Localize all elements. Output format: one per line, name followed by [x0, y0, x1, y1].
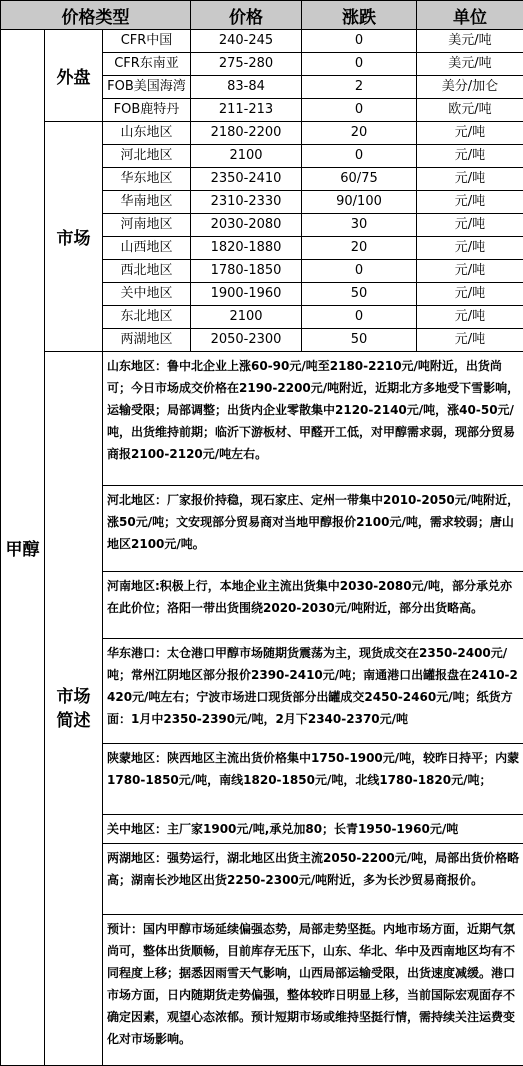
note-row [1, 352, 523, 486]
row-name: 华东地区 [103, 168, 191, 191]
group-summary-label: 市场简述 [56, 685, 92, 733]
row-change: 60/75 [302, 168, 417, 191]
row-change: 2 [302, 76, 417, 99]
row-name: 河北地区 [103, 145, 191, 168]
row-name: 东北地区 [103, 306, 191, 329]
row-unit: 元/吨 [417, 191, 523, 214]
note-lianghu: 两湖地区：强势运行，湖北地区出货主流2050-2200元/吨，局部出货价格略高；湖南长沙地区出货2250-2300元/吨附近，多为长沙贸易商报价。 [103, 844, 523, 915]
row-unit: 元/吨 [417, 237, 523, 260]
note-forecast: 预计：国内甲醇市场延续偏强态势，局部走势坚挺。内地市场方面，近期气氛尚可，整体出货顺畅，目前库存无压下，山东、华北、华中及西南地区均有不同程度上移；据悉因雨雪天气影响，山西局部运输受限，出货速度减缓。港口市场方面，日内随期货走势偏强，整体较昨日明显上移，当前国际宏观面存不确定因素，观望心态浓郁。预计短期市场或维持坚挺行情，需持续关注运费变化对市场影响。 [103, 915, 523, 1066]
row-name: FOB美国海湾 [103, 76, 191, 99]
row-unit: 元/吨 [417, 214, 523, 237]
product-name: 甲醇 [1, 30, 45, 1066]
row-unit: 元/吨 [417, 122, 523, 145]
row-price: 2100 [191, 306, 302, 329]
row-price: 1780-1850 [191, 260, 302, 283]
table-row [1, 30, 523, 53]
row-unit: 元/吨 [417, 283, 523, 306]
note-shaanmeng: 陕蒙地区：陕西地区主流出货价格集中1750-1900元/吨，较昨日持平；内蒙1780-1850元/吨，南线1820-1850元/吨，北线1780-1820元/吨； [103, 744, 523, 815]
note-hebei: 河北地区：厂家报价持稳，现石家庄、定州一带集中2010-2050元/吨附近，涨50元/吨；文安现部分贸易商对当地甲醇报价2100元/吨，需求较弱；唐山地区2100元/吨。 [103, 486, 523, 572]
row-change: 20 [302, 237, 417, 260]
row-unit: 美元/吨 [417, 53, 523, 76]
row-name: FOB鹿特丹 [103, 99, 191, 122]
row-price: 240-245 [191, 30, 302, 53]
row-name: 华南地区 [103, 191, 191, 214]
row-name: CFR东南亚 [103, 53, 191, 76]
row-change: 50 [302, 329, 417, 352]
group-market: 市场 [45, 122, 103, 352]
row-price: 1900-1960 [191, 283, 302, 306]
row-change: 0 [302, 145, 417, 168]
row-unit: 元/吨 [417, 145, 523, 168]
note-shandong: 山东地区：鲁中北企业上涨60-90元/吨至2180-2210元/吨附近，出货尚可；今日市场成交价格在2190-2200元/吨附近，近期北方多地受下雪影响，运输受限；局部调整；出货内企业零散集中2120-2140元/吨，涨40-50元/吨，出货维持前期；临沂下游板材、甲醛开工低，对甲醇需求弱，现部分贸易商报2100-2120元/吨左右。 [103, 352, 523, 486]
header-type: 价格类型 [1, 1, 191, 30]
row-change: 30 [302, 214, 417, 237]
row-name: 关中地区 [103, 283, 191, 306]
row-price: 83-84 [191, 76, 302, 99]
row-price: 2030-2080 [191, 214, 302, 237]
row-change: 0 [302, 30, 417, 53]
row-name: 山东地区 [103, 122, 191, 145]
row-price: 2350-2410 [191, 168, 302, 191]
row-change: 0 [302, 260, 417, 283]
row-price: 275-280 [191, 53, 302, 76]
row-change: 90/100 [302, 191, 417, 214]
row-price: 2100 [191, 145, 302, 168]
group-foreign: 外盘 [45, 30, 103, 122]
row-change: 0 [302, 99, 417, 122]
row-price: 2050-2300 [191, 329, 302, 352]
row-change: 0 [302, 306, 417, 329]
row-name: 山西地区 [103, 237, 191, 260]
row-unit: 美元/吨 [417, 30, 523, 53]
table-row [1, 122, 523, 145]
header-row [1, 1, 523, 30]
row-unit: 美分/加仑 [417, 76, 523, 99]
row-name: 河南地区 [103, 214, 191, 237]
row-unit: 元/吨 [417, 306, 523, 329]
row-price: 2310-2330 [191, 191, 302, 214]
row-price: 211-213 [191, 99, 302, 122]
header-price: 价格 [191, 1, 302, 30]
row-name: 西北地区 [103, 260, 191, 283]
header-unit: 单位 [417, 1, 523, 30]
row-name: CFR中国 [103, 30, 191, 53]
note-guanzhong: 关中地区：主厂家1900元/吨,承兑加80；长青1950-1960元/吨 [103, 815, 523, 844]
row-change: 50 [302, 283, 417, 306]
row-price: 1820-1880 [191, 237, 302, 260]
group-summary [45, 352, 103, 1066]
row-change: 0 [302, 53, 417, 76]
note-henan: 河南地区:积极上行，本地企业主流出货集中2030-2080元/吨，部分承兑亦在此价位；洛阳一带出货围绕2020-2030元/吨附近，部分出货略高。 [103, 572, 523, 639]
header-change: 涨跌 [302, 1, 417, 30]
note-huadong: 华东港口：太仓港口甲醇市场随期货震荡为主，现货成交在2350-2400元/吨；常州江阴地区部分报价2390-2410元/吨；南通港口出罐报盘在2410-2420元/吨左右；宁波市场进口现货部分出罐成交2450-2460元/吨；纸货方面：1月中2350-2390元/吨，2月下2340-2370元/吨 [103, 639, 523, 744]
row-unit: 元/吨 [417, 260, 523, 283]
row-unit: 元/吨 [417, 168, 523, 191]
row-unit: 元/吨 [417, 329, 523, 352]
row-price: 2180-2200 [191, 122, 302, 145]
row-unit: 欧元/吨 [417, 99, 523, 122]
row-change: 20 [302, 122, 417, 145]
row-name: 两湖地区 [103, 329, 191, 352]
